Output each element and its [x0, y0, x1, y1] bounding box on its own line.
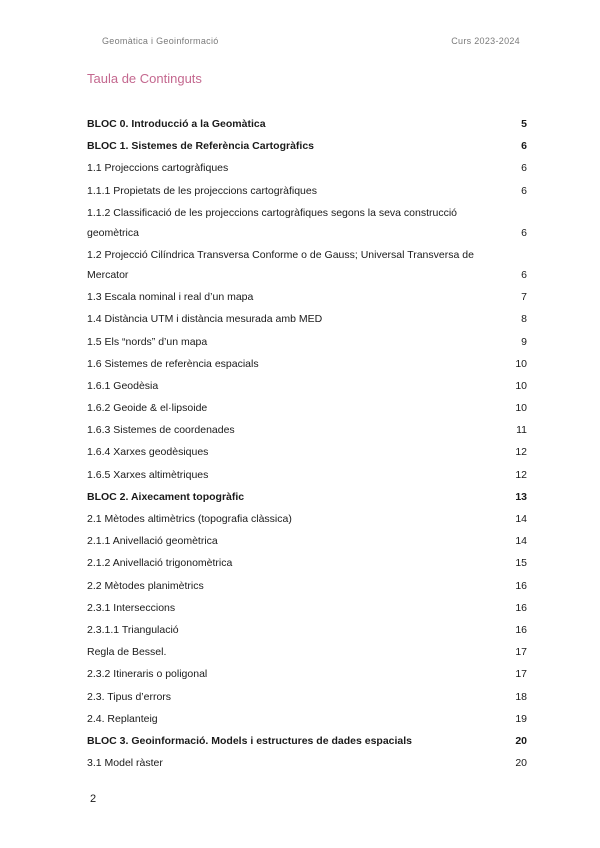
- toc-entry-page: 14: [515, 535, 527, 548]
- header-course-year: Curs 2023-2024: [451, 36, 520, 46]
- toc-section-entry[interactable]: [87, 135, 527, 157]
- toc-entry-page: 16: [515, 579, 527, 592]
- toc-entry-title: 2.1 Mètodes altimètrics (topografia clàssica): [87, 513, 292, 525]
- toc-entry[interactable]: [87, 244, 527, 286]
- toc-entry-title: 2.4. Replanteig: [87, 712, 158, 725]
- toc-entry-page: 19: [515, 712, 527, 725]
- toc-entry[interactable]: [87, 663, 527, 685]
- toc-entry[interactable]: [87, 308, 527, 330]
- table-of-contents: [87, 113, 527, 774]
- toc-entry-page: 20: [515, 757, 527, 770]
- toc-entry[interactable]: [87, 752, 527, 774]
- toc-entry-title: 1.5 Els “nords” d’un mapa: [87, 335, 208, 348]
- toc-entry-title: 2.3.1.1 Triangulació: [87, 623, 179, 636]
- toc-entry-title: 1.6 Sistemes de referència espacials: [87, 357, 259, 370]
- toc-entry-title: BLOC 0. Introducció a la Geomàtica: [87, 118, 266, 130]
- toc-entry-title: 1.1.1 Propietats de les projeccions cartogràfiques: [87, 184, 317, 197]
- toc-entry[interactable]: [87, 397, 527, 419]
- toc-entry-page: 18: [515, 690, 527, 703]
- toc-entry-page: 14: [515, 513, 527, 525]
- toc-entry-title: 1.2 Projecció Cilíndrica Transversa Conforme o de Gauss; Universal Transversa de Mercator: [87, 248, 474, 281]
- toc-entry[interactable]: [87, 180, 527, 202]
- toc-entry-page: 6: [521, 268, 527, 281]
- toc-entry-page: 9: [521, 335, 527, 348]
- toc-entry-page: 10: [515, 357, 527, 370]
- toc-entry-title: 2.3. Tipus d’errors: [87, 690, 172, 703]
- toc-entry-title: 1.4 Distància UTM i distància mesurada amb MED: [87, 313, 323, 326]
- toc-entry[interactable]: [87, 202, 527, 244]
- toc-entry-page: 6: [521, 162, 527, 175]
- toc-entry-page: 5: [521, 118, 527, 130]
- toc-entry-page: 16: [515, 601, 527, 614]
- toc-section-entry[interactable]: [87, 486, 527, 508]
- toc-entry-page: 12: [515, 468, 527, 481]
- toc-entry-page: 17: [515, 646, 527, 659]
- toc-entry-title: 2.1.1 Anivellació geomètrica: [87, 535, 218, 548]
- toc-entry-title: 2.3.1 Interseccions: [87, 601, 176, 614]
- toc-entry-page: 6: [521, 226, 527, 239]
- toc-entry-page: 13: [515, 490, 527, 503]
- toc-entry[interactable]: [87, 441, 527, 463]
- toc-entry[interactable]: [87, 686, 527, 708]
- toc-entry-title: Regla de Bessel.: [87, 646, 167, 659]
- toc-entry-page: 11: [516, 424, 527, 437]
- toc-entry[interactable]: [87, 619, 527, 641]
- page-number: 2: [90, 793, 97, 805]
- toc-entry[interactable]: [87, 597, 527, 619]
- toc-entry-page: 10: [515, 379, 527, 392]
- toc-entry-title: BLOC 3. Geoinformació. Models i estructures de dades espacials: [87, 734, 413, 747]
- toc-entry-page: 20: [515, 734, 527, 747]
- toc-entry-page: 8: [521, 313, 527, 326]
- toc-entry-page: 15: [515, 557, 527, 570]
- toc-entry[interactable]: [87, 464, 527, 486]
- page-header: [102, 36, 520, 46]
- toc-entry-page: 10: [515, 402, 527, 415]
- toc-entry-title: 1.3 Escala nominal i real d’un mapa: [87, 291, 254, 304]
- toc-entry[interactable]: [87, 552, 527, 574]
- toc-entry[interactable]: [87, 331, 527, 353]
- toc-entry-title: 1.6.1 Geodèsia: [87, 379, 159, 392]
- toc-title: Taula de Continguts: [87, 71, 202, 86]
- toc-entry-title: BLOC 2. Aixecament topogràfic: [87, 490, 245, 503]
- toc-entry-title: 1.6.4 Xarxes geodèsiques: [87, 446, 209, 459]
- toc-entry-title: 1.6.2 Geoide & el·lipsoide: [87, 402, 208, 415]
- toc-entry[interactable]: [87, 508, 527, 530]
- header-course-name: Geomàtica i Geoinformació: [102, 36, 219, 46]
- toc-entry-title: 3.1 Model ràster: [87, 757, 163, 770]
- toc-section-entry[interactable]: [87, 730, 527, 752]
- toc-entry[interactable]: [87, 641, 527, 663]
- toc-entry[interactable]: [87, 375, 527, 397]
- toc-entry[interactable]: [87, 157, 527, 179]
- toc-entry-title: BLOC 1. Sistemes de Referència Cartogràfics: [87, 140, 315, 153]
- toc-entry-title: 2.1.2 Anivellació trigonomètrica: [87, 557, 233, 570]
- toc-entry-title: 2.2 Mètodes planimètrics: [87, 579, 204, 592]
- toc-entry[interactable]: [87, 419, 527, 441]
- toc-entry-page: 7: [521, 291, 527, 304]
- toc-entry-title: 1.1.2 Classificació de les projeccions cartogràfiques segons la seva construcció geomètrica: [87, 206, 458, 239]
- toc-entry[interactable]: [87, 575, 527, 597]
- toc-entry-title: 1.1 Projeccions cartogràfiques: [87, 162, 229, 175]
- toc-section-entry[interactable]: [87, 113, 527, 135]
- toc-entry-page: 6: [521, 184, 527, 197]
- toc-entry-page: 16: [515, 623, 527, 636]
- toc-entry[interactable]: [87, 530, 527, 552]
- toc-entry-page: 6: [521, 140, 527, 153]
- toc-entry-title: 1.6.5 Xarxes altimètriques: [87, 468, 209, 481]
- toc-entry-title: 2.3.2 Itineraris o poligonal: [87, 668, 208, 681]
- toc-entry[interactable]: [87, 286, 527, 308]
- toc-entry-title: 1.6.3 Sistemes de coordenades: [87, 424, 235, 437]
- toc-entry-page: 17: [515, 668, 527, 681]
- toc-entry[interactable]: [87, 708, 527, 730]
- toc-entry[interactable]: [87, 353, 527, 375]
- toc-entry-page: 12: [515, 446, 527, 459]
